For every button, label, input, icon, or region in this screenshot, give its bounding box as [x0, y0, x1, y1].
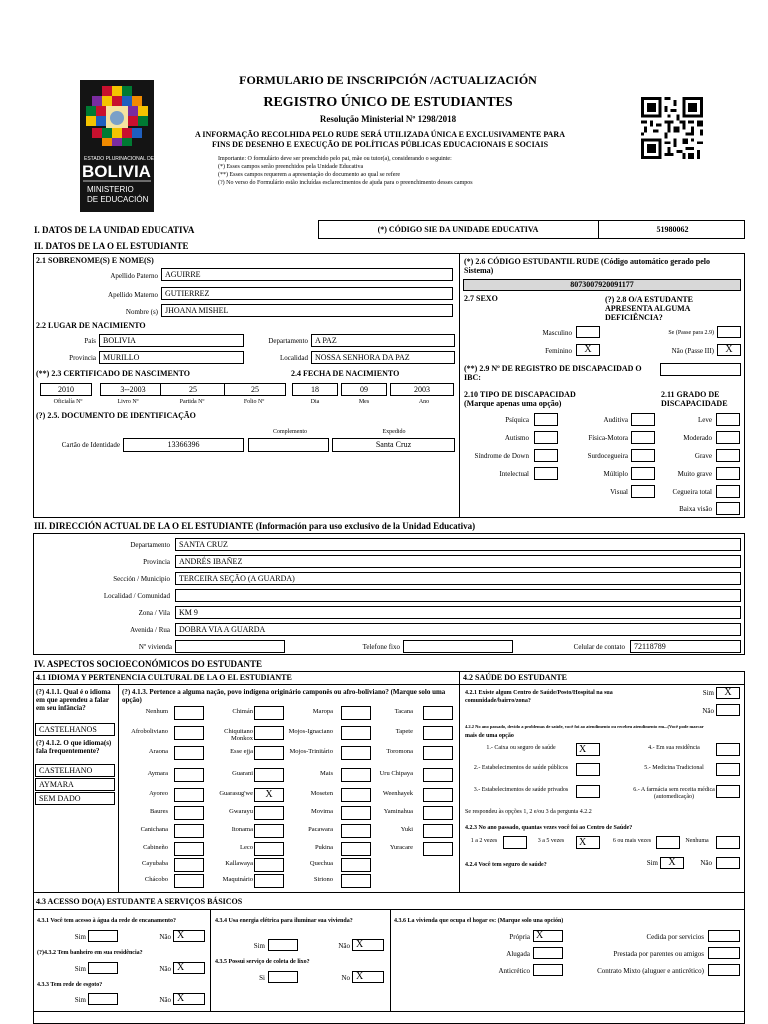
pais-label: País: [84, 337, 96, 345]
nation-option-label: Canichana: [140, 826, 168, 833]
q422-subtext: mais de uma opção: [465, 733, 514, 739]
sexo-title: 2.7 SEXO: [464, 294, 498, 303]
tipo-option-checkbox[interactable]: [631, 449, 655, 462]
address-field[interactable]: SANTA CRUZ: [175, 538, 741, 551]
svg-text:BOLIVIA: BOLIVIA: [82, 162, 151, 181]
tipo-option-label: Psíquica: [505, 416, 529, 424]
resolution-text: Resolução Ministerial Nº 1298/2018: [319, 114, 457, 124]
birth-month-label: Mes: [358, 399, 370, 405]
nombre-field[interactable]: JHOANA MISHEL: [161, 304, 453, 317]
nation-option-checkbox[interactable]: [341, 874, 371, 888]
nombre-label: Nombre (s): [125, 308, 158, 316]
nation-option-label: Ayoreo: [149, 790, 168, 797]
provincia-label: Provincia: [69, 354, 96, 362]
tipo-option-label: Surdocegueira: [587, 452, 628, 460]
nation-option-label: Quechua: [309, 860, 333, 867]
nation-option-checkbox[interactable]: [174, 768, 204, 782]
sie-code-value: 51980062: [656, 225, 689, 234]
q435-si-label: Si: [259, 974, 265, 982]
complemento-field[interactable]: [248, 438, 329, 452]
servicos-title: 4.3 ACESSO DO(A) ESTUDANTE A SERVIÇOS BÁSICOS: [36, 897, 243, 906]
vivienda-opt-2-label: Cedida por servicios: [646, 933, 704, 941]
vivienda-opt-6-checkbox[interactable]: [708, 964, 740, 976]
nation-option-label: Moseten: [310, 790, 333, 797]
q412-field-1[interactable]: CASTELHANO: [35, 764, 115, 777]
grado-option-label: Muito grave: [677, 470, 712, 478]
materno-label: Apellido Materno: [108, 291, 158, 299]
nation-option-label: Mais: [320, 770, 333, 777]
q421-no-label: Não: [702, 707, 714, 715]
nation-option-label: Pacawara: [308, 826, 333, 833]
nation-option-label: Mojos-Ignaciano: [288, 728, 333, 735]
nation-option-label: Guarasug'we: [219, 790, 253, 797]
nation-option-label: Itonama: [231, 826, 253, 833]
nation-option-checkbox[interactable]: [254, 726, 284, 740]
nation-option-label: Nenhum: [145, 708, 168, 715]
vivienda-label: Nº vivienda: [138, 643, 172, 651]
ibc-field[interactable]: [660, 363, 741, 376]
divider: [33, 684, 459, 685]
bottom-divider: [33, 1011, 745, 1012]
q424-si-label: Sim: [646, 859, 658, 867]
q423-option-checkbox[interactable]: [503, 836, 527, 849]
nation-option-checkbox[interactable]: [254, 874, 284, 888]
nation-option-checkbox[interactable]: [254, 706, 284, 720]
svg-text:ESTADO PLURINACIONAL DE: ESTADO PLURINACIONAL DE: [84, 156, 154, 162]
cert-libro-field[interactable]: 3--2003: [100, 383, 166, 396]
def-si-checkbox[interactable]: [717, 326, 741, 338]
note-1: Importante: O formulário deve ser preenchido pelo pai, mãe ou tutor(a), considerando o seguinte:: [218, 156, 452, 162]
cert-oficialia-label: Oficialía Nº: [53, 399, 83, 405]
q433-sim-label: Sim: [74, 996, 86, 1004]
tipo-option-label: Múltiplo: [603, 470, 628, 478]
cert-folio-label: Folio Nº: [243, 399, 265, 405]
tipo-option-checkbox[interactable]: [631, 413, 655, 426]
q423-option-label: 3 a 5 vezes: [537, 838, 565, 844]
materno-field[interactable]: GUTIERREZ: [161, 287, 453, 300]
section-2-divider: [459, 253, 460, 518]
nation-option-label: Uru Chipaya: [379, 770, 413, 777]
localidad-label: Localidad: [280, 354, 308, 362]
saude-title: 4.2 SAÚDE DO ESTUDANTE: [463, 673, 568, 682]
q422-text: 4.2.2 No ano passado, devido a problemas de saúde, você foi ao atendimento ou recebeu atendimento em...(Você pode marcar: [465, 724, 704, 729]
q412-field-3[interactable]: SEM DADO: [35, 792, 115, 805]
saude-option-checkbox[interactable]: [716, 785, 740, 798]
grado-option-label: Grave: [694, 452, 712, 460]
masculino-label: Masculino: [542, 329, 572, 337]
tipo-option-checkbox[interactable]: [631, 485, 655, 498]
tipo-option-label: Física-Motora: [588, 434, 628, 442]
sie-code-label: (*) CÓDIGO SIE DA UNIDADE EDUCATIVA: [377, 225, 539, 234]
q433-text: 4.3.3 Tem rede de esgoto?: [37, 982, 103, 988]
q423-text: 4.2.3 No ano passado, quantas vezes você foi ao Centro de Saúde?: [465, 825, 633, 831]
depto-field[interactable]: A PAZ: [311, 334, 455, 347]
tipo-option-checkbox[interactable]: [534, 449, 558, 462]
address-label: Zona / Vila: [138, 609, 170, 617]
q436-text: 4.3.6 La vivienda que ocupa el hogar es: (Marque solo una opción): [394, 918, 564, 924]
saude-option-label: 4.- Em sua residência: [648, 745, 700, 751]
q424-si-checkbox[interactable]: X: [660, 857, 684, 869]
divider: [33, 909, 745, 910]
section-43-divider: [33, 892, 745, 893]
address-field[interactable]: DOBRA VIA A GUARDA: [175, 623, 741, 636]
section-4-title: IV. ASPECTOS SOCIOECONÓMICOS DO ESTUDANTE: [34, 659, 262, 669]
def-no-label: Não (Passe III): [671, 347, 714, 355]
nation-option-label: Leco: [240, 844, 253, 851]
nation-option-checkbox[interactable]: [254, 842, 284, 856]
q431-nao-checkbox[interactable]: X: [173, 930, 205, 942]
nation-option-label: Yuki: [400, 826, 413, 833]
grado-option-checkbox[interactable]: [716, 449, 740, 462]
def-no-checkbox[interactable]: X: [717, 344, 741, 356]
tipo-option-label: Visual: [610, 488, 628, 496]
vivienda-opt-4-checkbox[interactable]: [708, 947, 740, 959]
q424-text: 4.2.4 Você tem seguro de saúde?: [465, 862, 547, 868]
nation-option-checkbox[interactable]: X: [254, 788, 284, 802]
address-label: Provincia: [143, 558, 170, 566]
q432-sim-label: Sim: [74, 965, 86, 973]
nation-option-checkbox[interactable]: [174, 746, 204, 760]
nation-option-label: Maquináriо: [222, 876, 253, 883]
address-field[interactable]: ANDRÉS IBAÑEZ: [175, 555, 741, 568]
q424-no-label: Não: [700, 859, 712, 867]
expedido-label: Expedido: [382, 429, 406, 435]
q434-text: 4.3.4 Usa energia elétrica para iluminar sua vivienda?: [215, 918, 353, 924]
q434-sim-checkbox[interactable]: [268, 939, 298, 951]
grado-option-label: Cegueira total: [672, 488, 712, 496]
nation-option-checkbox[interactable]: [174, 874, 204, 888]
vivienda-opt-3-checkbox[interactable]: [533, 947, 563, 959]
nation-option-checkbox[interactable]: [174, 706, 204, 720]
telefone-field[interactable]: [403, 640, 513, 653]
nation-option-checkbox[interactable]: [174, 788, 204, 802]
tipo-option-checkbox[interactable]: [631, 431, 655, 444]
tipo-option-checkbox[interactable]: [631, 467, 655, 480]
grado-option-checkbox[interactable]: [716, 413, 740, 426]
nation-option-checkbox[interactable]: [423, 806, 453, 820]
address-label: Sección / Municipio: [113, 575, 170, 583]
def-si-label: Se (Passe para 2.9): [668, 330, 714, 336]
birth-month-field[interactable]: 09: [341, 383, 387, 396]
nation-option-checkbox[interactable]: [423, 824, 453, 838]
q412-text: (?) 4.1.2. O que idioma(s) fala frequentemente?: [36, 739, 112, 755]
section-2-title: II. DATOS DE LA O EL ESTUDIANTE: [34, 241, 189, 251]
nation-option-checkbox[interactable]: [174, 806, 204, 820]
notice-line-1: A INFORMAÇÃO RECOLHIDA PELO RUDE SERÁ UTILIZADA ÚNICA E EXCLUSIVAMENTE PARA: [195, 130, 565, 139]
nation-option-label: Toromona: [386, 748, 413, 755]
nation-option-checkbox[interactable]: [423, 788, 453, 802]
cert-folio-field[interactable]: 25: [224, 383, 286, 396]
q433-nao-label: Não: [159, 996, 171, 1004]
cert-partida-label: Partida Nº: [179, 399, 205, 405]
saude-option-checkbox[interactable]: [576, 785, 600, 798]
address-label: Avenida / Rua: [130, 626, 170, 634]
vivienda-opt-1-checkbox[interactable]: X: [533, 930, 563, 942]
telefone-label: Telefone fixo: [362, 643, 400, 651]
address-field[interactable]: TERCEIRA SEÇÃO (A GUARDA): [175, 572, 741, 585]
q411-text: (?) 4.1.1. Qual é o idioma em que aprendeu a falar em seu infância?: [36, 688, 111, 712]
note-2: (*) Esses campos serão preenchidos pela Unidade Educativa: [218, 164, 364, 170]
nation-option-checkbox[interactable]: [423, 842, 453, 856]
celular-label: Celular de contato: [573, 643, 625, 651]
vivienda-opt-6-label: Contrato Mixto (aluguer e anticrético): [597, 967, 704, 975]
tipo-option-label: Intelectual: [499, 470, 529, 478]
nation-option-checkbox[interactable]: [174, 842, 204, 856]
vivienda-opt-2-checkbox[interactable]: [708, 930, 740, 942]
saude-option-checkbox[interactable]: [716, 743, 740, 756]
nation-option-label: Gwarayu: [229, 808, 253, 815]
nation-option-checkbox[interactable]: [174, 858, 204, 872]
localidad-field[interactable]: NOSSA SENHORA DA PAZ: [311, 351, 455, 364]
q434-nao-checkbox[interactable]: X: [352, 939, 384, 951]
divider: [118, 684, 119, 892]
divider: [390, 909, 391, 1011]
idioma-title: 4.1 IDIOMA Y PERTENENCIA CULTURAL DE LA O EL ESTUDIANTE: [36, 673, 292, 682]
q411-field[interactable]: CASTELHANOS: [35, 723, 115, 736]
birthplace-title: 2.2 LUGAR DE NACIMIENTO: [36, 321, 146, 330]
grado-option-checkbox[interactable]: [716, 431, 740, 444]
section-1-title: I. DATOS DE LA UNIDAD EDUCATIVA: [34, 225, 195, 235]
nation-option-label: Maropa: [312, 708, 333, 715]
q423-option-checkbox[interactable]: [656, 836, 680, 849]
cert-libro-label: Livro Nº: [117, 399, 139, 405]
nation-option-label: Pukina: [314, 844, 333, 851]
q432-text: (?)4.3.2 Tem banheiro em sua residência?: [37, 950, 143, 956]
q423-option-label: Nenhuma: [685, 838, 709, 844]
expedido-field[interactable]: Santa Cruz: [332, 438, 455, 452]
form-title: FORMULARIO DE INSCRIPCIÓN /ACTUALIZACIÓN: [239, 73, 537, 87]
q435-no-checkbox[interactable]: X: [352, 971, 384, 983]
cert-oficialia-field[interactable]: 2010: [40, 383, 92, 396]
nation-option-label: Baures: [149, 808, 168, 815]
section-4-divider: [459, 671, 460, 892]
q432-sim-checkbox[interactable]: [88, 962, 118, 974]
nation-option-label: Tapete: [395, 728, 413, 735]
saude-option-label: 1.- Caixa ou seguro de saúde: [486, 745, 556, 751]
nation-option-checkbox[interactable]: [423, 768, 453, 782]
vivienda-opt-5-label: Anticrético: [498, 967, 530, 975]
q433-sim-checkbox[interactable]: [88, 993, 118, 1005]
provincia-field[interactable]: MURILLO: [99, 351, 244, 364]
q433-nao-checkbox[interactable]: X: [173, 993, 205, 1005]
q431-nao-label: Não: [159, 933, 171, 941]
q413-text: (?) 4.1.3. Pertence a alguma nação, povo indígena originário camponês ou afro-boliviano? (Marque solo uma opção): [122, 688, 446, 704]
deficiencia-title: (?) 2.8 O/A ESTUDANTE APRESENTA ALGUMA DEFICIÊNCIA?: [605, 295, 694, 322]
masculino-checkbox[interactable]: [576, 326, 600, 338]
rude-title: (*) 2.6 CÓDIGO ESTUDANTIL RUDE (Código automático gerado pelo Sistema): [464, 257, 711, 275]
q434-sim-label: Sim: [253, 942, 265, 950]
nation-option-label: Chiquitano Monkox: [224, 728, 253, 742]
q423-option-checkbox[interactable]: X: [576, 836, 600, 849]
paterno-field[interactable]: AGUIRRE: [161, 268, 453, 281]
q423-option-label: 6 ou mais vezes: [612, 838, 652, 844]
pais-field[interactable]: BOLIVIA: [99, 334, 244, 347]
tipo-option-label: Auditiva: [603, 416, 628, 424]
address-field[interactable]: [175, 589, 741, 602]
saude-option-checkbox[interactable]: [716, 763, 740, 776]
grado-option-label: Moderado: [683, 434, 712, 442]
saude-option-label: 6.- A farmácia sem receita médica (automedicação): [633, 787, 715, 800]
ibc-title: (**) 2.9 Nº DE REGISTRO DE DISCAPACIDAD O IBC:: [464, 364, 642, 382]
q422-note: Se respondeu às opções 1, 2 e/ou 3 da pergunta 4.2.2: [465, 809, 592, 815]
nation-option-label: Yuracare: [389, 844, 413, 851]
rude-field: 8073007920091177: [463, 279, 741, 291]
saude-option-label: 5.- Medicina Tradicional: [644, 765, 704, 771]
nation-option-label: Kallawaya: [225, 860, 253, 867]
feminino-checkbox[interactable]: X: [576, 344, 600, 356]
q432-nao-checkbox[interactable]: X: [173, 962, 205, 974]
address-label: Departamento: [130, 541, 170, 549]
nation-option-label: Esse ejja: [230, 748, 253, 755]
divider: [598, 220, 599, 239]
grado-option-checkbox[interactable]: [716, 485, 740, 498]
saude-option-checkbox[interactable]: X: [576, 743, 600, 756]
birthdate-title: 2.4 FECHA DE NACIMIENTO: [291, 369, 400, 378]
divider: [459, 684, 745, 685]
birth-year-field[interactable]: 2003: [390, 383, 454, 396]
depto-label: Departamento: [268, 337, 308, 345]
nation-option-label: Weenhayek: [382, 790, 413, 797]
nation-option-checkbox[interactable]: [341, 858, 371, 872]
q423-option-checkbox[interactable]: [716, 836, 740, 849]
note-4: (?) No verso do Formulário estão incluídas esclarecimentos de ajuda para o preenchimento desses campos: [218, 180, 473, 186]
nation-option-checkbox[interactable]: [254, 768, 284, 782]
nation-option-label: Mojos-Trinitário: [289, 748, 333, 755]
section-3-title: III. DIRECCIÓN ACTUAL DE LA O EL ESTUDIANTE (Información para uso exclusivo de la Unidad Educativa): [34, 521, 476, 531]
nation-option-checkbox[interactable]: [423, 726, 453, 740]
nation-option-checkbox[interactable]: [174, 824, 204, 838]
note-3: (**) Esses campos requerem a apresentação do documento ao qual se refere: [218, 172, 401, 178]
grado-title: 2.11 GRADO DE DISCAPACIDADE: [661, 390, 728, 408]
nation-option-checkbox[interactable]: [254, 824, 284, 838]
names-title: 2.1 SOBRENOME(S) E NOME(S): [36, 256, 154, 265]
nation-option-label: Araona: [148, 748, 168, 755]
tipo-option-label: Autismo: [504, 434, 529, 442]
nation-option-label: Yaminahua: [383, 808, 413, 815]
q421-si-checkbox[interactable]: X: [716, 687, 740, 699]
tipo-option-checkbox[interactable]: [534, 413, 558, 426]
q431-text: 4.3.1 Você tem acesso à água da rede de encanamento?: [37, 918, 177, 924]
tipo-option-label: Síndrome de Down: [474, 452, 529, 460]
address-field[interactable]: KM 9: [175, 606, 741, 619]
birth-year-label: Ano: [418, 399, 430, 405]
ci-field[interactable]: 13366396: [123, 438, 244, 452]
paterno-label: Apellido Paterno: [110, 272, 158, 280]
q435-text: 4.3.5 Possui serviço de coleta de lixo?: [215, 959, 310, 965]
q435-no-label: No: [341, 974, 350, 982]
grado-option-label: Leve: [698, 416, 712, 424]
nation-option-checkbox[interactable]: [423, 746, 453, 760]
cert-partida-field[interactable]: 25: [160, 383, 226, 396]
saude-option-label: 3.- Estabelecimentos de saúde privados: [473, 787, 569, 793]
nation-option-checkbox[interactable]: [174, 726, 204, 740]
nation-option-checkbox[interactable]: [254, 806, 284, 820]
doc-title: (?) 2.5. DOCUMENTO DE IDENTIFICAÇÃO: [36, 411, 196, 420]
tipo-option-checkbox[interactable]: [534, 467, 558, 480]
nation-option-checkbox[interactable]: [254, 746, 284, 760]
q423-option-label: 1 a 2 vezes: [470, 838, 498, 844]
vivienda-opt-4-label: Prestada por parentes ou amigos: [613, 950, 704, 958]
nation-option-label: Chimán: [232, 708, 253, 715]
svg-text:MINISTERIO: MINISTERIO: [87, 185, 134, 194]
ci-label: Cartão de Identidade: [61, 441, 120, 449]
nation-option-label: Chácobo: [144, 876, 168, 883]
q432-nao-label: Não: [159, 965, 171, 973]
celular-field[interactable]: 72118789: [630, 640, 741, 653]
coat-of-arms-icon: [80, 80, 154, 212]
nation-option-label: Movima: [310, 808, 333, 815]
divider: [210, 909, 211, 1011]
form-subtitle: REGISTRO ÚNICO DE ESTUDIANTES: [263, 95, 513, 110]
q424-no-checkbox[interactable]: [716, 857, 740, 869]
nation-option-label: Siriono: [313, 876, 333, 883]
vivienda-opt-1-label: Própria: [509, 933, 530, 941]
grado-option-checkbox[interactable]: [716, 467, 740, 480]
nation-option-label: Tacana: [394, 708, 413, 715]
tipo-title: 2.10 TIPO DE DISCAPACIDAD (Marque apenas uma opção): [464, 390, 576, 408]
q431-sim-checkbox[interactable]: [88, 930, 118, 942]
nation-option-label: Cabineño: [143, 844, 168, 851]
vivienda-opt-5-checkbox[interactable]: [533, 964, 563, 976]
bolivia-logo: [80, 80, 154, 212]
grado-option-label: Baixa visão: [679, 505, 712, 513]
notice-line-2: FINS DE DESENHO E EXECUÇÃO DE POLÍTICAS PÚBLICAS EDUCACIONAIS E SOCIAIS: [211, 140, 549, 149]
complemento-label: Complemento: [273, 429, 307, 435]
nation-option-label: Aymara: [147, 770, 168, 777]
q435-si-checkbox[interactable]: [268, 971, 298, 983]
cert-title: (**) 2.3 CERTIFICADO DE NASCIMENTO: [36, 369, 191, 378]
nation-option-label: Guarani: [232, 770, 253, 777]
birth-day-field[interactable]: 18: [292, 383, 338, 396]
q431-sim-label: Sim: [74, 933, 86, 941]
nation-option-checkbox[interactable]: [423, 706, 453, 720]
nation-option-label: Cayubaba: [142, 860, 168, 867]
qr-code-icon: [641, 97, 703, 159]
feminino-label: Feminino: [545, 347, 572, 355]
nation-option-checkbox[interactable]: [254, 858, 284, 872]
saude-option-checkbox[interactable]: [576, 763, 600, 776]
q421-si-label: Sim: [702, 689, 714, 697]
q434-nao-label: Não: [338, 942, 350, 950]
svg-text:DE EDUCACIÓN: DE EDUCACIÓN: [87, 195, 149, 204]
vivienda-field[interactable]: [175, 640, 285, 653]
vivienda-opt-3-label: Alugada: [506, 950, 530, 958]
saude-option-label: 2.- Estabelecimentos de saúde públicos: [473, 765, 569, 771]
birth-day-label: Dia: [310, 399, 320, 405]
address-label: Localidad / Comunidad: [103, 592, 170, 600]
grado-option-checkbox[interactable]: [716, 502, 740, 515]
q412-field-2[interactable]: AYMARA: [35, 778, 115, 791]
nation-option-label: Afroboliviano: [131, 728, 168, 735]
q421-text: 4.2.1 Existe algum Centro de Saúde/Posto/Hospital na sua comunidade/bairro/zona?: [465, 690, 613, 704]
tipo-option-checkbox[interactable]: [534, 431, 558, 444]
q421-no-checkbox[interactable]: [716, 704, 740, 716]
